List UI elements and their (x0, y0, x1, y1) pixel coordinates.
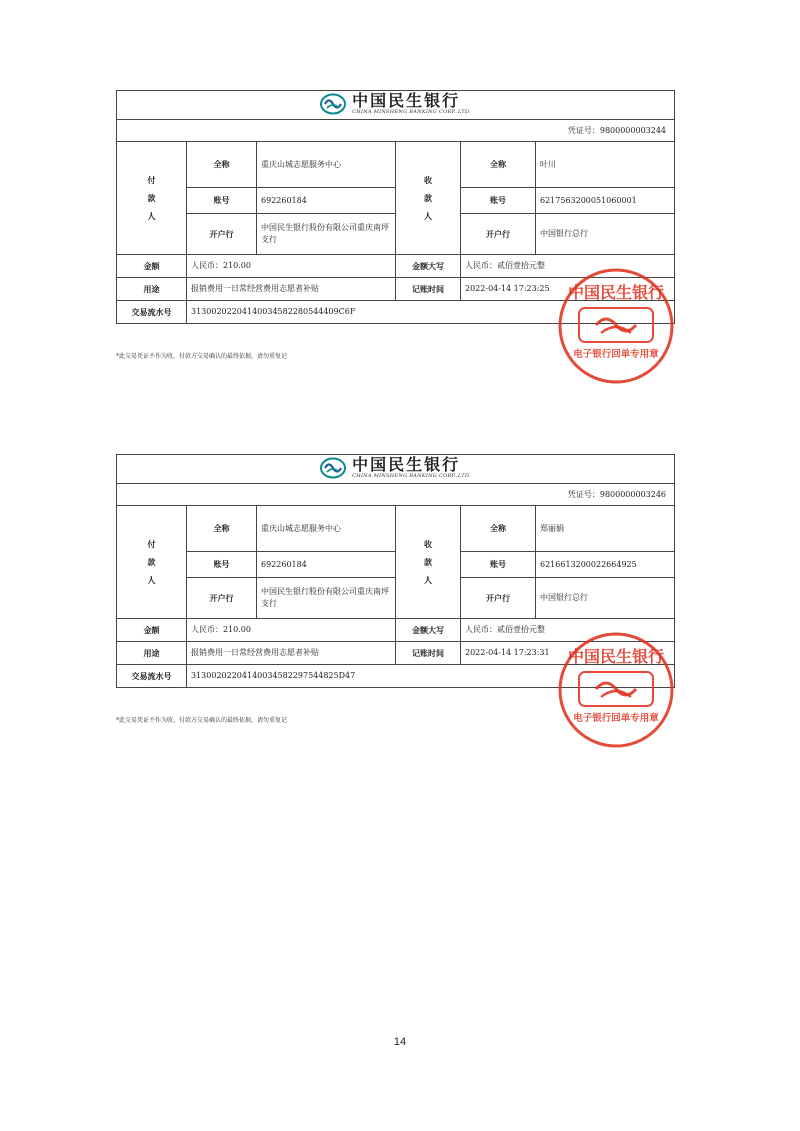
payer-name: 重庆山城志愿服务中心 (257, 142, 396, 188)
payee-account-label: 账号 (461, 188, 536, 214)
time-label: 记账时间 (396, 278, 461, 301)
purpose-value: 报销费用一日常经营费用志愿者补贴 (187, 278, 396, 301)
purpose-label: 用途 (117, 278, 187, 301)
payee-bank: 中国银行总行 (536, 578, 675, 619)
payee-bank-label: 开户行 (461, 214, 536, 255)
payee-bank: 中国银行总行 (536, 214, 675, 255)
receipt-1 (116, 90, 674, 360)
amount-upper-label: 金额大写 (396, 255, 461, 278)
seal-bottom-text: 电子银行回单专用章 (573, 349, 659, 360)
payer-label: 付 款 人 (117, 506, 187, 619)
serial-label: 交易流水号 (117, 301, 187, 324)
payer-label: 付 款 人 (117, 142, 187, 255)
bank-logo (320, 92, 471, 116)
serial-value: 31300202204140034582280544409C6F (187, 301, 675, 324)
minsheng-logo-icon (320, 456, 346, 480)
payer-name: 重庆山城志愿服务中心 (257, 506, 396, 552)
payer-bank: 中国民生银行股份有限公司重庆南坪支行 (257, 578, 396, 619)
payee-name-label: 全称 (461, 506, 536, 552)
amount-value: 人民币：210.00 (187, 255, 396, 278)
receipt-2 (116, 454, 674, 724)
payee-account: 6217563200051060001 (536, 188, 675, 214)
time-value: 2022-04-14 17:23:31 (461, 642, 675, 665)
time-value: 2022-04-14 17:23:25 (461, 278, 675, 301)
payer-bank: 中国民生银行股份有限公司重庆南坪支行 (257, 214, 396, 255)
bank-name-en: CHINA MINSHENG BANKING CORP.,LTD. (352, 472, 471, 479)
voucher-number: 凭证号：9800000003246 (117, 484, 675, 506)
payer-bank-label: 开户行 (187, 214, 257, 255)
purpose-value: 报销费用一日常经营费用志愿者补贴 (187, 642, 396, 665)
bank-seal-stamp (557, 267, 675, 385)
time-label: 记账时间 (396, 642, 461, 665)
payer-account-label: 账号 (187, 552, 257, 578)
amount-upper-label: 金额大写 (396, 619, 461, 642)
amount-value: 人民币：210.00 (187, 619, 396, 642)
disclaimer-note: *此交易凭证不作为收、付款方交易确认的最终依据，请勿重复记 (116, 353, 288, 360)
payer-account: 692260184 (257, 552, 396, 578)
serial-value: 31300202204140034582297544825D47 (187, 665, 675, 688)
bank-header (117, 455, 675, 484)
amount-label: 金额 (117, 619, 187, 642)
amount-upper-value: 人民币：贰佰壹拾元整 (461, 619, 675, 642)
disclaimer-note: *此交易凭证不作为收、付款方交易确认的最终依据，请勿重复记 (116, 717, 288, 724)
purpose-label: 用途 (117, 642, 187, 665)
bank-name: 中国民生银行 (352, 454, 461, 474)
payer-name-label: 全称 (187, 506, 257, 552)
bank-name-en: CHINA MINSHENG BANKING CORP.,LTD. (352, 108, 471, 115)
bank-logo (320, 456, 471, 480)
payee-account: 6216613200022664925 (536, 552, 675, 578)
payee-name: 叶川 (536, 142, 675, 188)
payee-name: 郑丽娟 (536, 506, 675, 552)
payer-bank-label: 开户行 (187, 578, 257, 619)
payer-name-label: 全称 (187, 142, 257, 188)
payer-account-label: 账号 (187, 188, 257, 214)
payer-account: 692260184 (257, 188, 396, 214)
bank-name: 中国民生银行 (352, 90, 461, 110)
minsheng-logo-icon (320, 92, 346, 116)
bank-seal-stamp (557, 631, 675, 749)
payee-label: 收 款 人 (396, 142, 461, 255)
payee-account-label: 账号 (461, 552, 536, 578)
payee-label: 收 款 人 (396, 506, 461, 619)
seal-bottom-text: 电子银行回单专用章 (573, 713, 659, 724)
payee-bank-label: 开户行 (461, 578, 536, 619)
amount-label: 金额 (117, 255, 187, 278)
bank-header (117, 91, 675, 120)
seal-top-text: 中国民生银行 (567, 647, 665, 666)
page-number: 14 (393, 1036, 407, 1048)
amount-upper-value: 人民币：贰佰壹拾元整 (461, 255, 675, 278)
voucher-number: 凭证号：9800000003244 (117, 120, 675, 142)
seal-top-text: 中国民生银行 (567, 283, 665, 302)
payee-name-label: 全称 (461, 142, 536, 188)
serial-label: 交易流水号 (117, 665, 187, 688)
